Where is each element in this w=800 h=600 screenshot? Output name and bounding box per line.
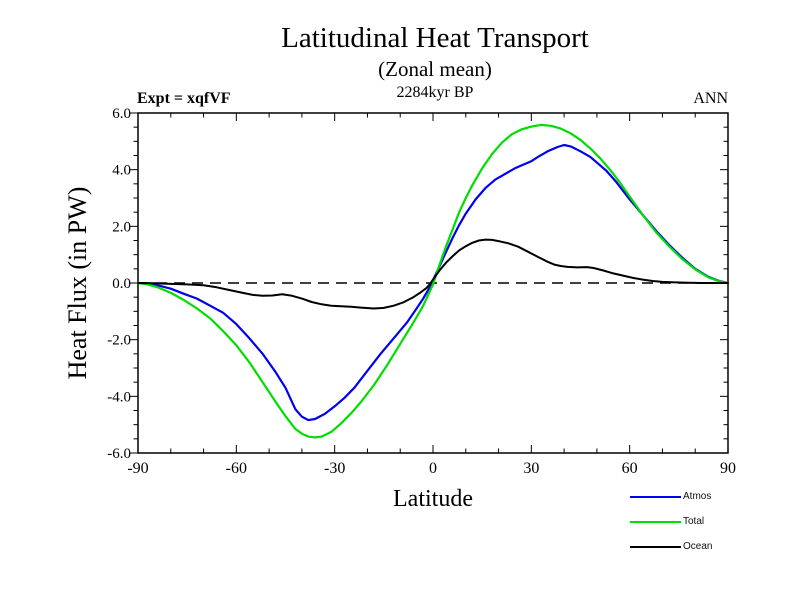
chart-subtitle: (Zonal mean)	[378, 57, 492, 81]
x-tick-label: 30	[523, 460, 540, 477]
y-tick-label: -6.0	[107, 446, 131, 462]
ocean-line-swatch	[630, 546, 681, 548]
legend-label: Total	[683, 516, 705, 527]
legend-label: Atmos	[683, 491, 712, 502]
x-tick-label: -30	[324, 460, 346, 477]
season-label: ANN	[693, 90, 728, 107]
legend-item-total	[630, 515, 712, 528]
atmos-line-swatch	[630, 496, 681, 498]
y-tick-label: -2.0	[107, 332, 131, 349]
chart-title: Latitudinal Heat Transport	[281, 22, 589, 54]
legend-item-atmos	[630, 490, 712, 503]
y-tick-label: 2.0	[112, 219, 131, 236]
x-tick-label: -60	[225, 460, 247, 477]
series-line-ocean	[138, 240, 728, 309]
x-tick-label: 0	[429, 460, 437, 477]
x-tick-label: -90	[127, 460, 149, 477]
x-axis-title: Latitude	[393, 486, 473, 512]
y-tick-label: -4.0	[107, 389, 131, 406]
time-label: 2284kyr BP	[396, 84, 474, 101]
legend-item-ocean	[630, 540, 712, 553]
x-tick-label: 60	[621, 460, 638, 477]
y-tick-label: 4.0	[112, 162, 131, 179]
legend-label: Ocean	[683, 541, 713, 552]
y-axis-title: Heat Flux (in PW)	[63, 186, 92, 380]
y-tick-label: 0.0	[112, 276, 131, 292]
experiment-label: Expt = xqfVF	[137, 90, 231, 107]
total-line-swatch	[630, 521, 681, 523]
x-tick-label: 90	[720, 460, 736, 477]
y-tick-label: 6.0	[112, 106, 131, 122]
legend	[630, 490, 712, 565]
